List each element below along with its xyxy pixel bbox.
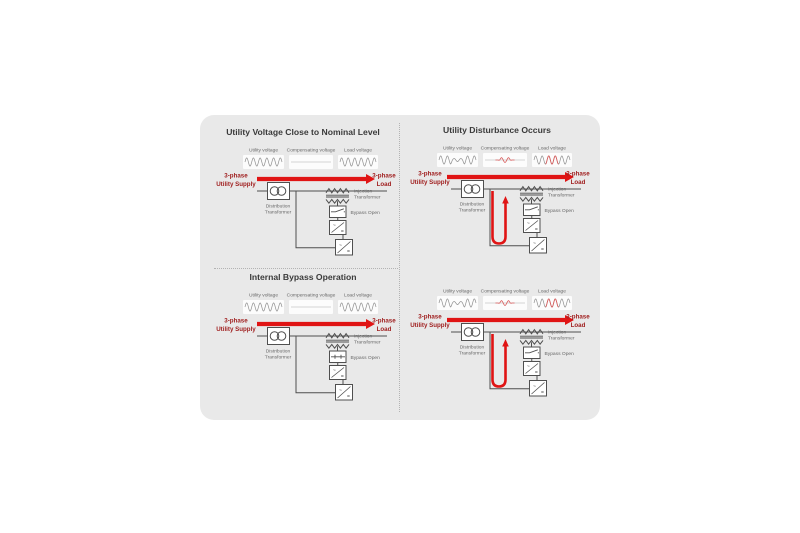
load-label-line2: Load — [570, 179, 586, 186]
waveform-box-load — [338, 155, 378, 169]
diagram-background — [200, 115, 600, 420]
distribution-transformer-label1: Distribution — [265, 349, 291, 355]
panel-title: Internal Bypass Operation — [249, 272, 357, 282]
waveform-label-load: Load voltage — [537, 289, 567, 295]
bypass-label: Bypass Open — [544, 352, 574, 357]
waveform-label-utility: Utility voltage — [248, 293, 279, 299]
waveform-box-utility — [437, 153, 478, 167]
circuit-tap-wire — [296, 336, 336, 393]
load-label-line1: 3-phase — [372, 172, 396, 180]
dc-symbol: = — [534, 370, 538, 376]
waveform-box-load — [532, 153, 572, 167]
circuit-tap-wire — [490, 189, 530, 246]
dc-symbol: = — [340, 229, 344, 235]
dc-symbol: = — [340, 374, 344, 380]
waveform-box-utility — [437, 296, 478, 310]
panel-content — [410, 125, 590, 253]
ac-symbol: ~ — [332, 368, 336, 375]
waveform-label-compensating: Compensating voltage — [286, 293, 336, 299]
dc-symbol: = — [534, 227, 538, 233]
ac-symbol: ~ — [526, 364, 530, 371]
supply-label-line1: 3-phase — [224, 172, 248, 180]
ac-symbol: ~ — [332, 223, 336, 230]
supply-label-line1: 3-phase — [224, 317, 248, 325]
panel-nominal — [200, 119, 400, 269]
ac-symbol: ~ — [526, 221, 530, 228]
waveform-label-load: Load voltage — [343, 293, 373, 299]
injection-transformer-label2: Transformer — [548, 336, 575, 342]
power-loop-arrowhead — [502, 196, 509, 204]
injection-transformer-label1: Injection — [548, 330, 567, 336]
supply-label-line2: Utility Supply — [410, 179, 450, 186]
supply-label-line2: Utility Supply — [216, 326, 256, 333]
distribution-transformer-label2: Transformer — [458, 351, 486, 357]
load-label-line1: 3-phase — [566, 313, 590, 321]
panel-content — [216, 127, 396, 255]
ac-symbol: ~ — [533, 383, 536, 390]
load-label-line1: 3-phase — [372, 317, 396, 325]
power-loop-arrow — [493, 191, 506, 244]
ac-symbol: ~ — [533, 240, 536, 247]
injection-transformer-label2: Transformer — [354, 195, 381, 201]
waveform-box-utility — [243, 155, 284, 169]
circuit-tap-wire — [296, 191, 336, 248]
ac-symbol: ~ — [339, 242, 342, 249]
load-label-line2: Load — [376, 326, 392, 333]
waveform-label-utility: Utility voltage — [442, 146, 473, 152]
waveform-box-load — [338, 300, 378, 314]
panel-content — [216, 272, 396, 400]
supply-label-line1: 3-phase — [418, 313, 442, 321]
load-label-line2: Load — [570, 322, 586, 329]
power-loop-arrow — [493, 334, 506, 387]
panel-title: Utility Voltage Close to Nominal Level — [226, 127, 380, 137]
dc-symbol: = — [541, 246, 544, 253]
waveform-box-utility — [243, 300, 284, 314]
waveform-label-utility: Utility voltage — [248, 148, 279, 154]
bypass-label: Bypass Open — [350, 356, 380, 361]
injection-transformer-label2: Transformer — [548, 193, 575, 199]
distribution-transformer-label2: Transformer — [458, 208, 486, 214]
panel-content — [410, 289, 590, 397]
dc-symbol: = — [347, 393, 350, 400]
distribution-transformer-label1: Distribution — [265, 204, 291, 210]
injection-transformer-label1: Injection — [548, 187, 567, 193]
waveform-label-compensating: Compensating voltage — [286, 148, 336, 154]
power-loop-arrowhead — [502, 339, 509, 347]
distribution-transformer-label1: Distribution — [459, 345, 485, 351]
waveform-label-compensating: Compensating voltage — [480, 146, 530, 152]
injection-transformer-label1: Injection — [354, 334, 373, 340]
load-label-line1: 3-phase — [566, 170, 590, 178]
dc-symbol: = — [347, 248, 350, 255]
bypass-label: Bypass Open — [350, 211, 380, 216]
waveform-label-load: Load voltage — [537, 146, 567, 152]
panel-internal-bypass — [200, 268, 400, 418]
panel-title: Utility Disturbance Occurs — [443, 125, 551, 135]
load-label-line2: Load — [376, 181, 392, 188]
injection-transformer-label1: Injection — [354, 189, 373, 195]
panel-disturbance — [400, 119, 600, 269]
dc-symbol: = — [541, 389, 544, 396]
panel-disturbance-2 — [400, 268, 600, 418]
waveform-label-compensating: Compensating voltage — [480, 289, 530, 295]
ac-symbol: ~ — [339, 387, 342, 394]
injection-transformer-label2: Transformer — [354, 340, 381, 346]
distribution-transformer-label2: Transformer — [264, 210, 292, 216]
distribution-transformer-label2: Transformer — [264, 355, 292, 361]
bypass-label: Bypass Open — [544, 209, 574, 214]
supply-label-line2: Utility Supply — [410, 322, 450, 329]
distribution-transformer-label1: Distribution — [459, 202, 485, 208]
waveform-label-utility: Utility voltage — [442, 289, 473, 295]
waveform-label-load: Load voltage — [343, 148, 373, 154]
circuit-tap-wire — [490, 332, 530, 389]
supply-label-line1: 3-phase — [418, 170, 442, 178]
supply-label-line2: Utility Supply — [216, 181, 256, 188]
waveform-box-load — [532, 296, 572, 310]
